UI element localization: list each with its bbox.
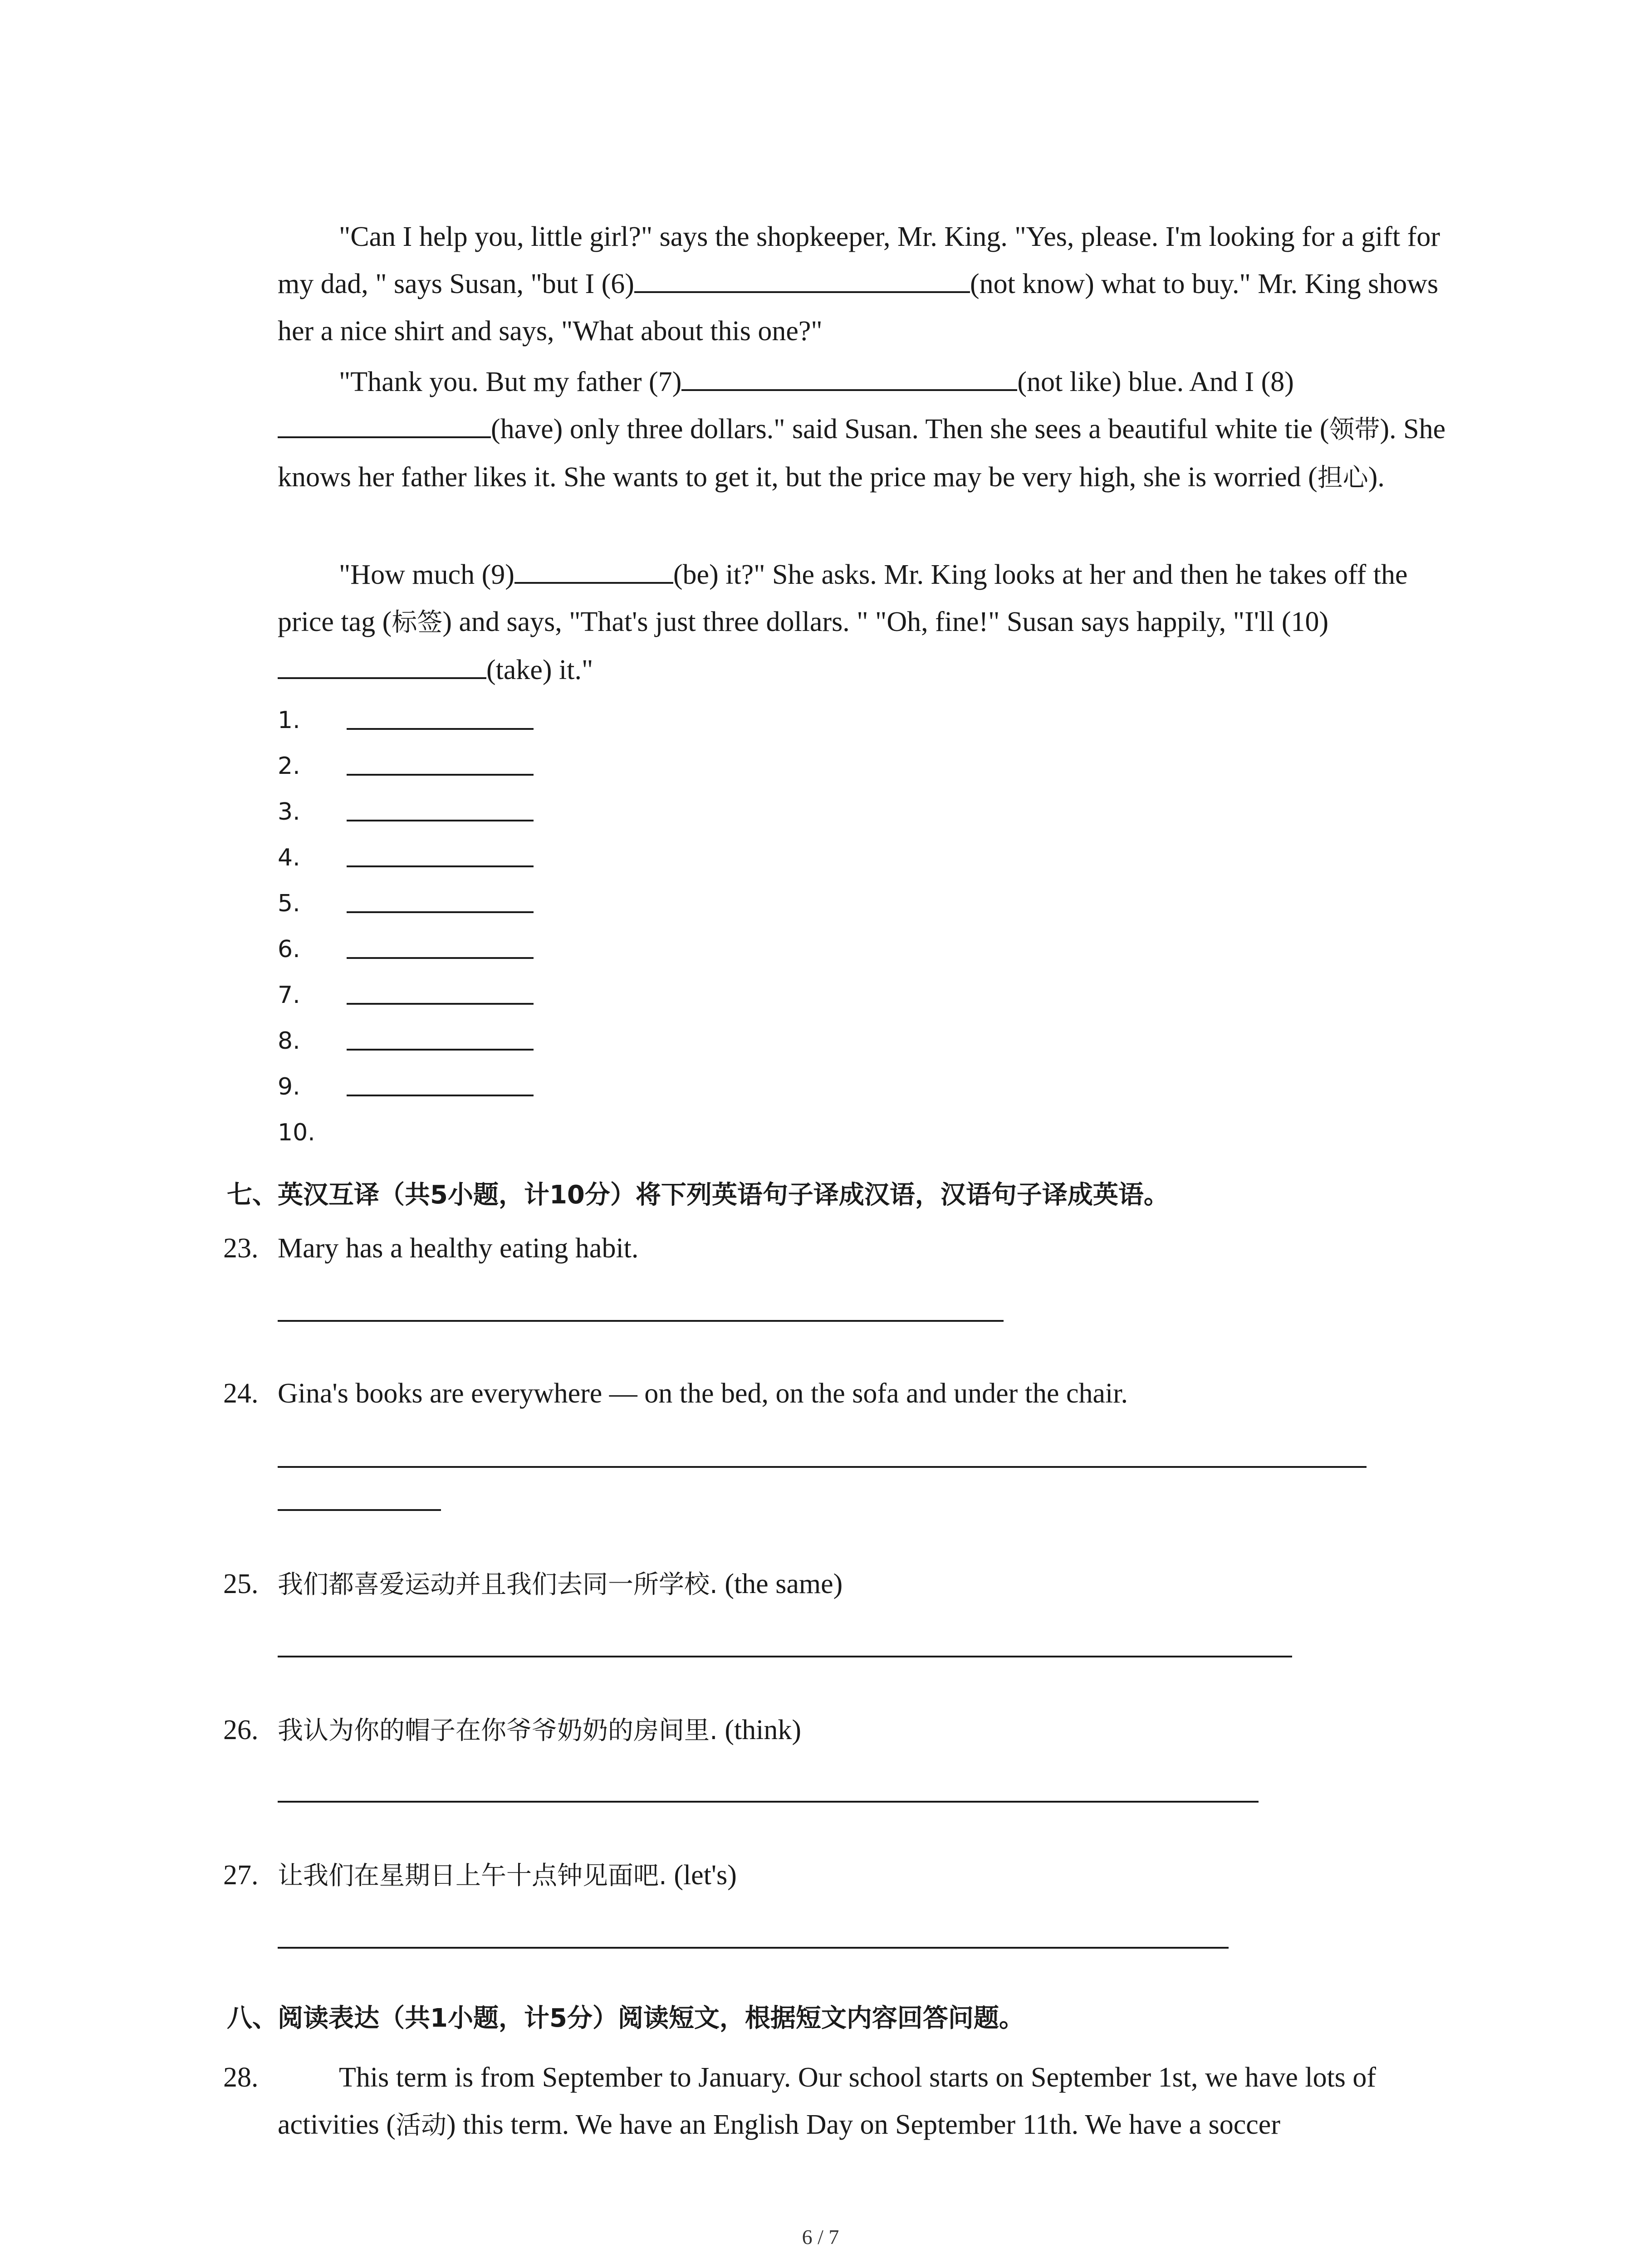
question-25-text: 我们都喜爱运动并且我们去同一所学校. (the same) [278,1569,843,1599]
answer-item: 9. [278,1064,315,1110]
answer-line[interactable] [347,911,534,913]
answer-item: 4. [278,835,315,881]
question-25-number: 25. [223,1569,259,1599]
answer-line[interactable] [347,1095,534,1096]
answer-list [278,698,315,1156]
section-8-heading: 八、阅读表达（共1小题，计5分）阅读短文，根据短文内容回答问题。 [227,2004,1024,2033]
answer-line-25[interactable] [278,1656,1292,1657]
blank-10[interactable] [278,651,486,679]
question-23-text: Mary has a healthy eating habit. [278,1233,639,1264]
answer-item: 1. [278,698,315,743]
question-28-passage: This term is from September to January. Our school starts on September 1st, we have lots of activities (活动) this term. We have an English Day on September 11th. We have a soccer [278,2062,1376,2140]
blank-7[interactable] [681,363,1017,391]
answer-item: 8. [278,1018,315,1064]
question-27-number: 27. [223,1860,259,1891]
question-28-number: 28. [223,2062,259,2093]
answer-item: 7. [278,973,315,1018]
answer-line[interactable] [347,774,534,776]
passage-paragraph-2: "Thank you. But my father (7) (not like) blue. And I (8)(have) only three dollars." said Susan. Then she sees a beautiful white tie (领带). She knows her father likes it. She wants to get it, but the price may be very high, she is worried (担心). [278,358,1457,502]
answer-item: 3. [278,789,315,835]
answer-item: 6. [278,927,315,973]
blank-6[interactable] [634,265,970,293]
blank-9[interactable] [514,556,673,584]
answer-line-24b[interactable] [278,1509,441,1511]
question-24-text: Gina's books are everywhere — on the bed, on the sofa and under the chair. [278,1378,1128,1409]
answer-item: 5. [278,881,315,927]
answer-line-24a[interactable] [278,1466,1367,1468]
answer-item: 10. [278,1119,315,1146]
passage-paragraph-1: "Can I help you, little girl?" says the shopkeeper, Mr. King. "Yes, please. I'm looking for a gift for my dad, " says Susan, "but I (6) (not know) what to buy." Mr. King shows her a nice shirt and says, "What about this one?" [278,221,1440,347]
question-27-text: 让我们在星期日上午十点钟见面吧. (let's) [278,1860,737,1891]
page-number: 6 / 7 [802,2225,839,2248]
answer-line-26[interactable] [278,1801,1259,1803]
answer-line[interactable] [347,820,534,821]
passage-paragraph-3: "How much (9) (be) it?" She asks. Mr. King looks at her and then he takes off the price tag (标签) and says, "That's just three dollars. " "Oh, fine!" Susan says happily, "I'll (10)(take) it." [278,551,1457,694]
blank-8[interactable] [278,410,491,438]
answer-item: 2. [278,743,315,789]
answer-line[interactable] [347,957,534,959]
answer-line-23[interactable] [278,1320,1004,1322]
answer-line[interactable] [347,1003,534,1005]
question-26-text: 我认为你的帽子在你爷爷奶奶的房间里. (think) [278,1715,802,1745]
answer-line[interactable] [347,865,534,867]
answer-line[interactable] [347,728,534,730]
question-23-number: 23. [223,1233,259,1264]
answer-line[interactable] [347,1049,534,1051]
answer-line-27[interactable] [278,1947,1229,1949]
section-7-heading: 七、英汉互译（共5小题，计10分）将下列英语句子译成汉语，汉语句子译成英语。 [227,1180,1169,1210]
question-24-number: 24. [223,1378,259,1409]
question-26-number: 26. [223,1715,259,1745]
